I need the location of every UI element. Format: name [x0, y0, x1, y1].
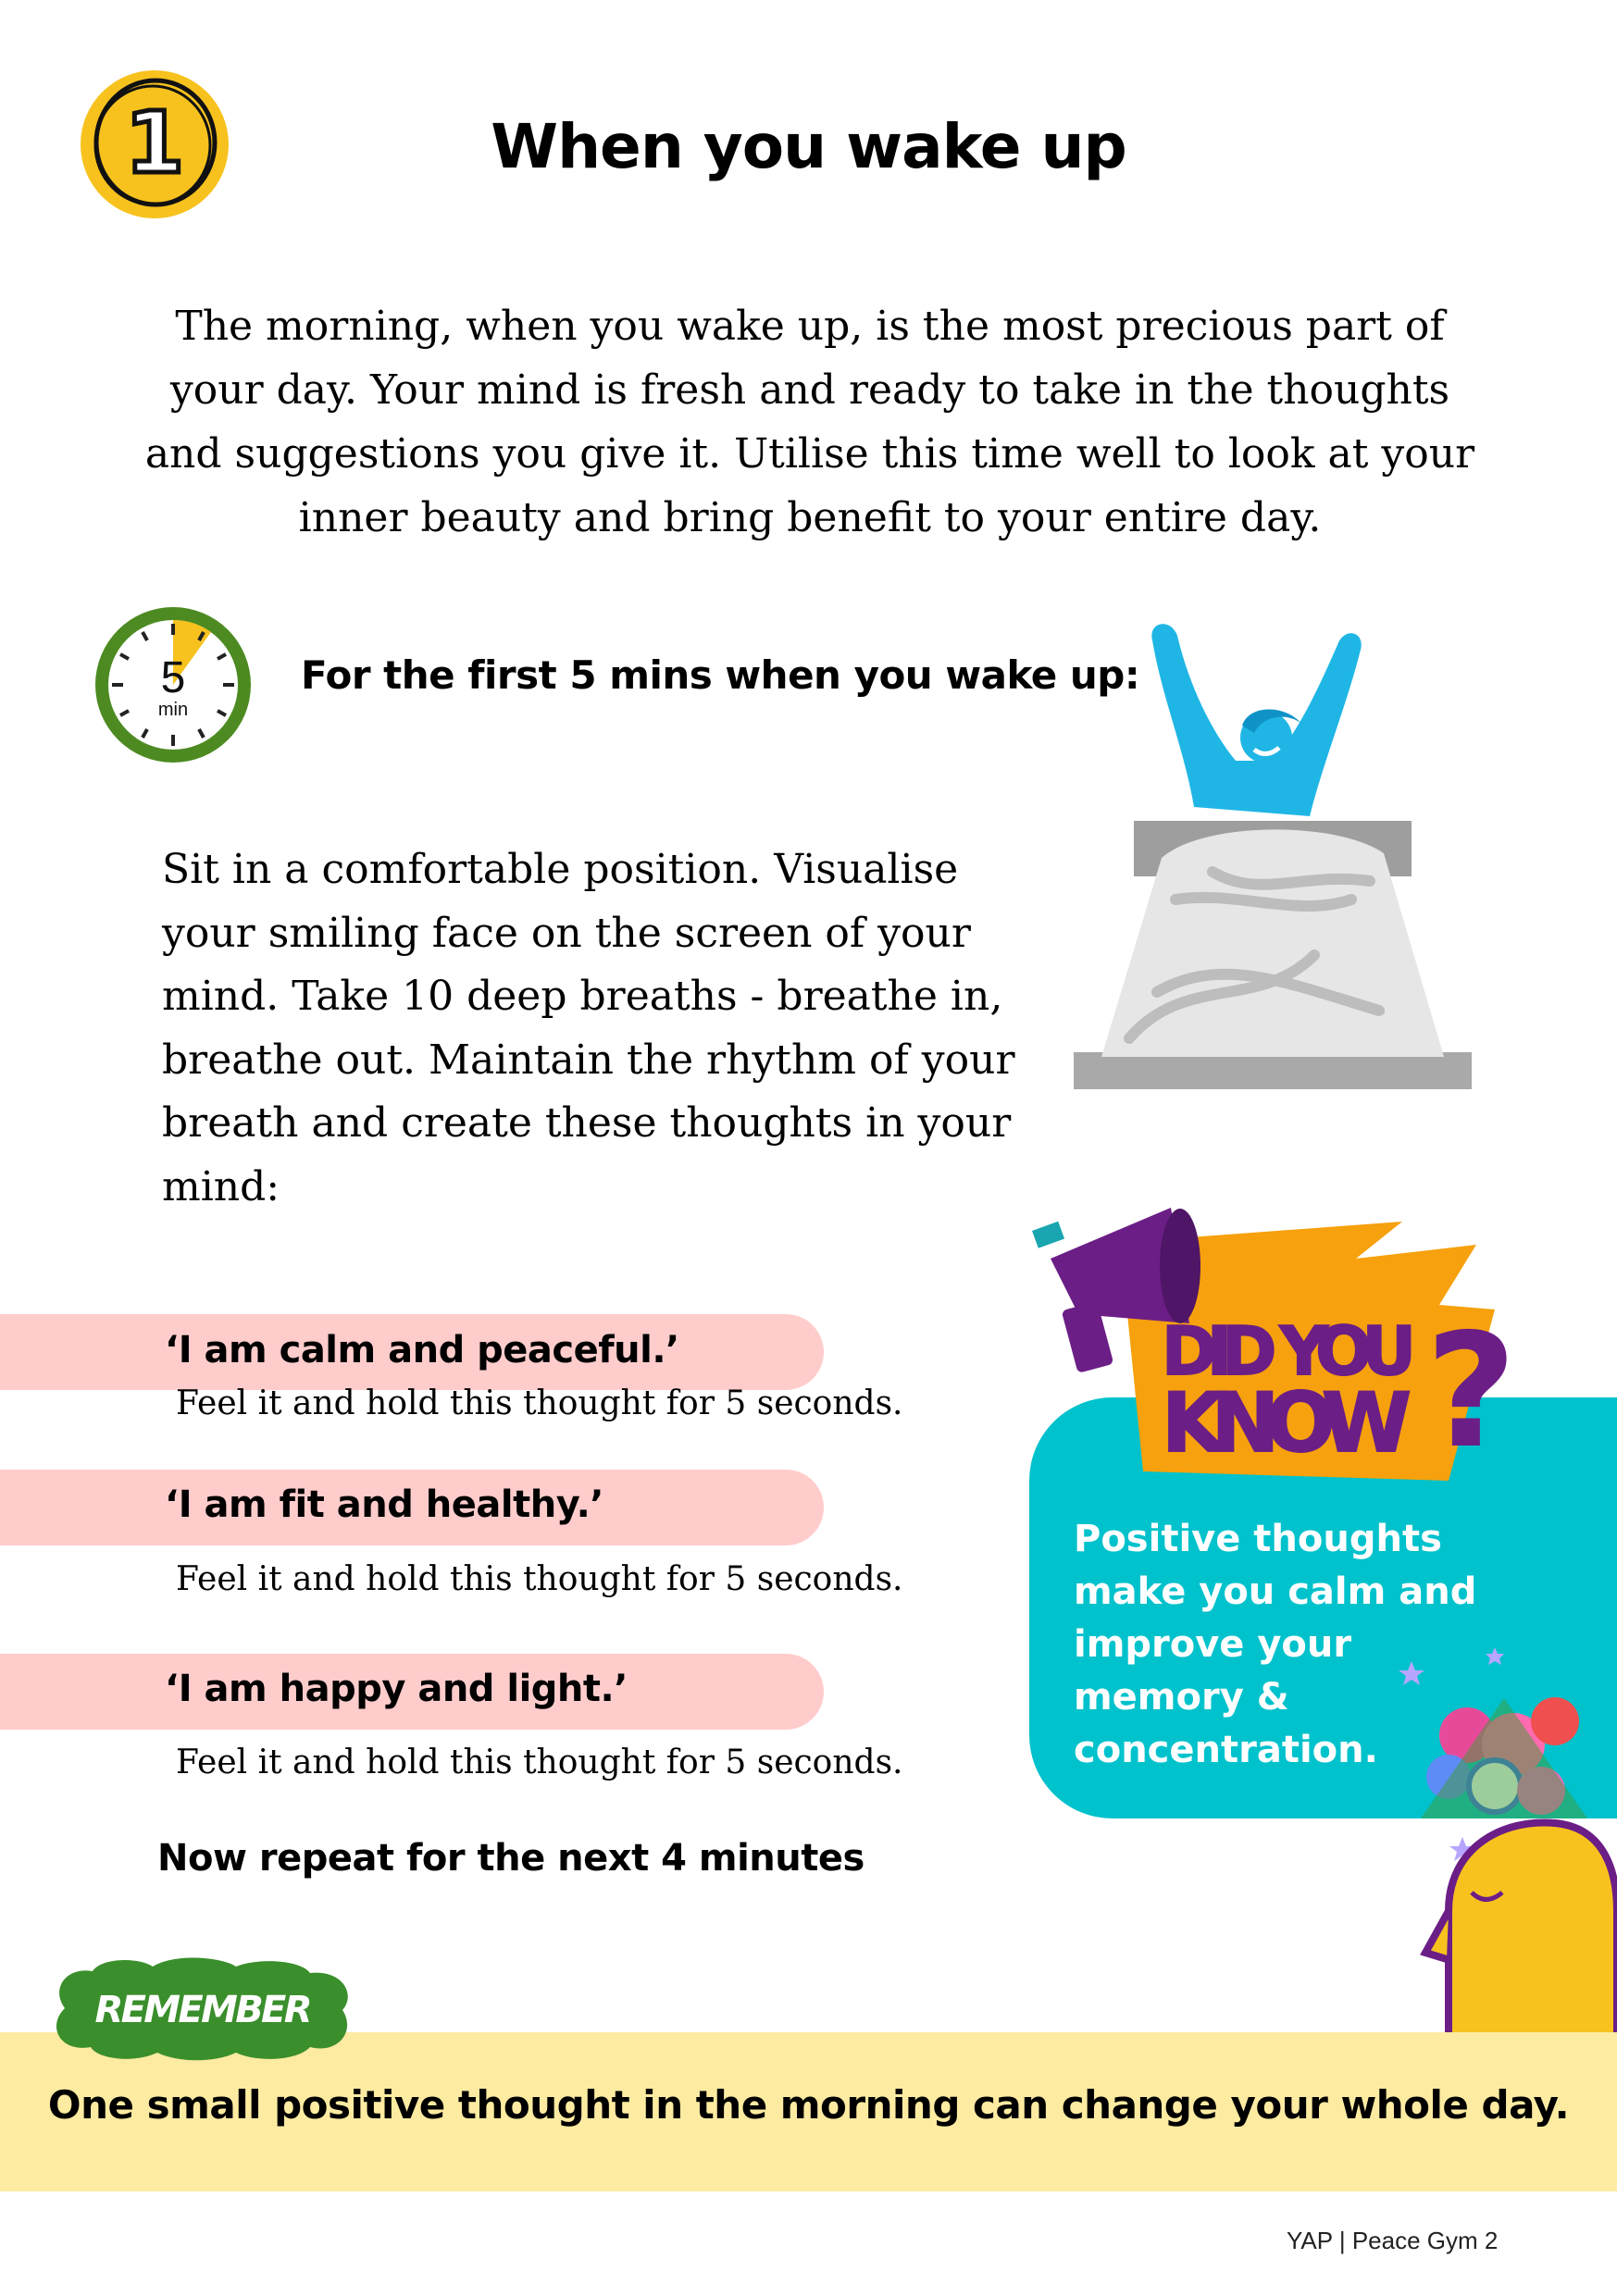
timer-icon — [88, 600, 259, 771]
did-you-know-megaphone-graphic — [1014, 1203, 1532, 1481]
affirmation-hold-instruction: Feel it and hold this thought for 5 seconds. — [176, 1744, 903, 1781]
footer-credit: YAP | Peace Gym 2 — [1287, 2227, 1499, 2254]
affirmation-text: ‘I am calm and peaceful.’ — [165, 1329, 679, 1371]
affirmation-text: ‘I am fit and healthy.’ — [165, 1483, 603, 1526]
repeat-instruction: Now repeat for the next 4 minutes — [157, 1837, 864, 1880]
did-you-know-line2: KNOW — [1162, 1375, 1412, 1471]
timer-number: 5 — [160, 653, 186, 702]
step-number: 1 — [124, 93, 185, 192]
affirmation-text: ‘I am happy and light.’ — [165, 1668, 628, 1710]
timer-unit: min — [157, 700, 189, 720]
remember-badge — [46, 1953, 361, 2064]
person-waking-in-bed-illustration — [1074, 622, 1472, 1098]
instructions-paragraph: Sit in a comfortable position. Visualise your smiling face on the screen of your mind. Take 10 deep breaths - breathe in, breathe out. Maintain the rhythm of your breath and create these thoughts in your mind: — [162, 846, 1015, 1210]
page-title: When you wake up — [491, 111, 1126, 182]
did-you-know-text: Positive thoughts make you calm and improve your memory & concentration. — [1074, 1518, 1477, 1771]
did-you-know-line1: DID YOU — [1162, 1312, 1416, 1390]
flower-head-illustration — [1393, 1633, 1617, 2041]
timer-heading: For the first 5 mins when you wake up: — [301, 652, 1140, 698]
did-you-know-question-mark: ? — [1425, 1300, 1517, 1481]
remember-text: One small positive thought in the morning can change your whole day. — [47, 2082, 1570, 2128]
intro-paragraph: The morning, when you wake up, is the most precious part of your day. Your mind is fresh and ready to take in the thoughts and suggestions you give it. Utilise this time well to look at your inner beauty and bring benefit to your entire day. — [144, 303, 1475, 541]
remember-label: REMEMBER — [94, 1989, 313, 2031]
affirmation-hold-instruction: Feel it and hold this thought for 5 seconds. — [176, 1384, 903, 1422]
affirmation-hold-instruction: Feel it and hold this thought for 5 seconds. — [176, 1560, 903, 1598]
